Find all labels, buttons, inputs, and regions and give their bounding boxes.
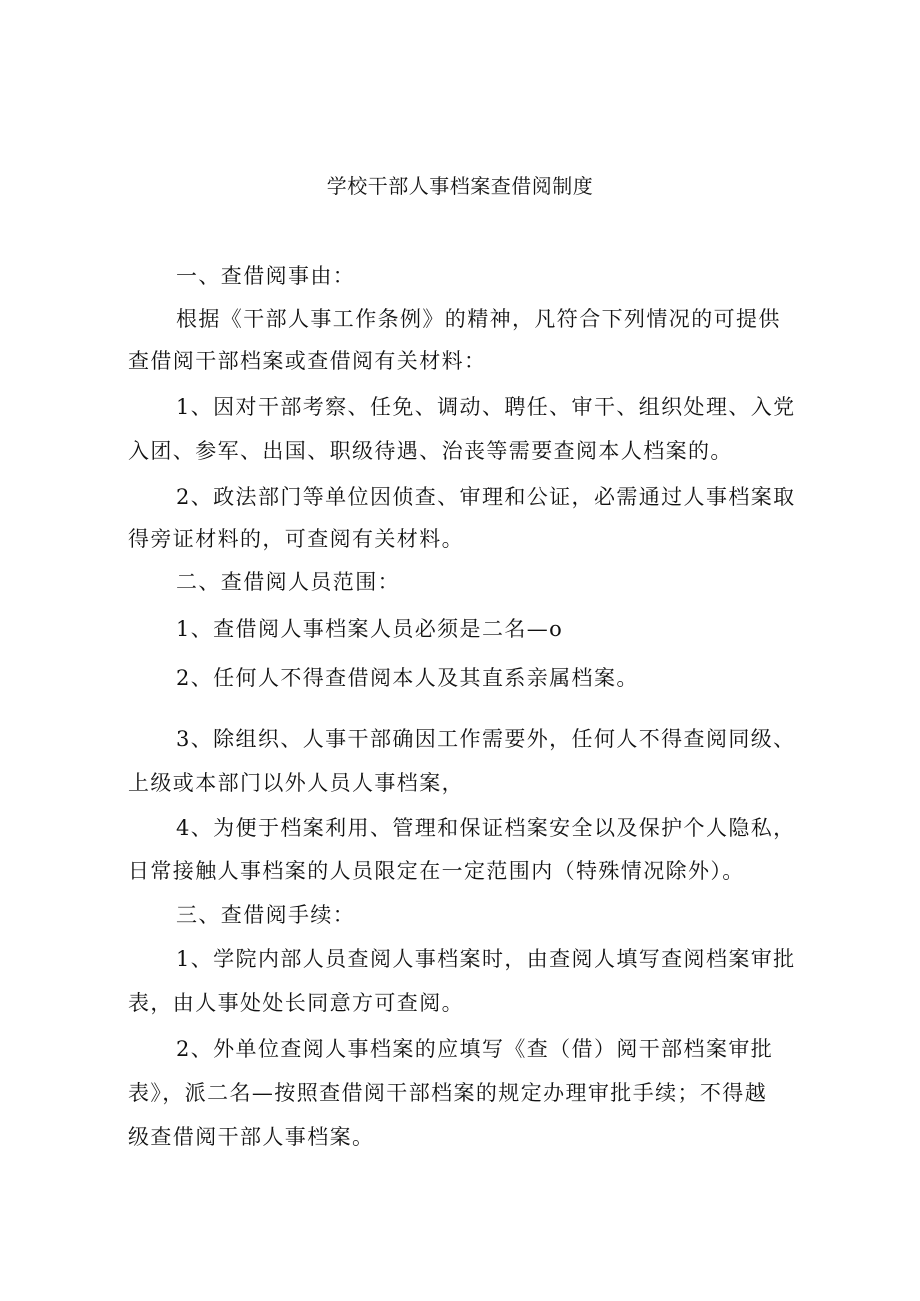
paragraph-line: 2、外单位查阅人事档案的应填写《查（借）阅干部档案审批 [176, 1037, 774, 1061]
paragraph-line: 表》，派二名—按照查借阅干部档案的规定办理审批手续；不得越 [128, 1081, 768, 1105]
paragraph-line: 2、政法部门等单位因侦查、审理和公证，必需通过人事档案取 [176, 485, 796, 509]
paragraph-line: 上级或本部门以外人员人事档案， [128, 771, 464, 795]
paragraph-line: 3、除组织、人事干部确因工作需要外，任何人不得查阅同级、 [176, 727, 796, 751]
paragraph-line: 4、为便于档案利用、管理和保证档案安全以及保护个人隐私， [176, 816, 796, 840]
paragraph-line: 2、任何人不得查借阅本人及其直系亲属档案。 [176, 666, 639, 690]
document-title: 学校干部人事档案查借阅制度 [326, 174, 594, 198]
section-heading-3: 三、查借阅手续： [176, 903, 356, 927]
section-heading-1: 一、查借阅事由： [176, 264, 356, 288]
paragraph-line: 查借阅干部档案或查借阅有关材料： [128, 349, 487, 373]
section-heading-2: 二、查借阅人员范围： [176, 570, 400, 594]
paragraph-line: 入团、参军、出国、职级待遇、治丧等需要查阅本人档案的。 [128, 439, 733, 463]
paragraph-line: 1、因对干部考察、任免、调动、聘任、审干、组织处理、入党 [176, 395, 796, 419]
paragraph-line: 根据《干部人事工作条例》的精神，凡符合下列情况的可提供 [176, 307, 781, 331]
paragraph-line: 1、查借阅人事档案人员必须是二名—o [176, 617, 564, 641]
paragraph-line: 日常接触人事档案的人员限定在一定范围内（特殊情况除外）。 [128, 859, 745, 883]
paragraph-line: 级查借阅干部人事档案。 [128, 1125, 375, 1149]
paragraph-line: 表，由人事处处长同意方可查阅。 [128, 991, 464, 1015]
paragraph-line: 得旁证材料的，可查阅有关材料。 [128, 527, 464, 551]
paragraph-line: 1、学院内部人员查阅人事档案时，由查阅人填写查阅档案审批 [176, 947, 796, 971]
